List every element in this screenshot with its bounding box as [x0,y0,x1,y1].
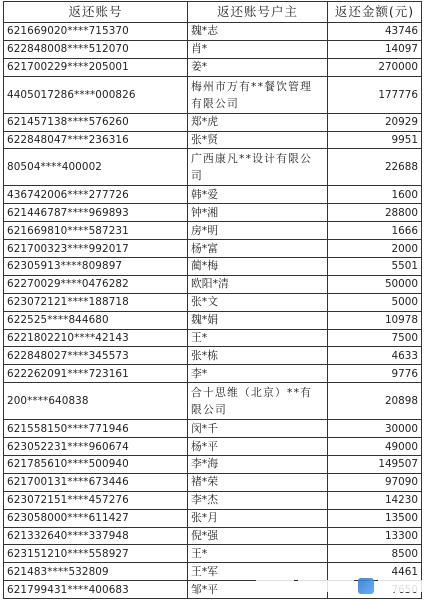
amount-cell: 9951 [328,131,422,149]
holder-cell: 郑*虎 [188,113,328,131]
account-cell: 621669810****587231 [4,222,188,240]
account-cell: 621785610****500940 [4,456,188,474]
amount-cell: 2000 [328,240,422,258]
amount-cell: 1600 [328,186,422,204]
header-amount: 返还金额(元) [328,2,422,23]
amount-cell: 22688 [328,149,422,186]
holder-cell: 姜* [188,58,328,76]
holder-cell: 广西康凡**设计有限公司 [188,149,328,186]
holder-cell: 倪*强 [188,527,328,545]
table-row [4,347,422,365]
amount-cell: 20929 [328,113,422,131]
account-cell: 623151210****558927 [4,545,188,563]
amount-cell: 8500 [328,545,422,563]
holder-cell: 张*贤 [188,131,328,149]
account-cell: 62305913****809897 [4,258,188,276]
account-cell: 623058000****611427 [4,509,188,527]
table-row [4,222,422,240]
holder-cell: 蔺*梅 [188,258,328,276]
holder-cell: 李*海 [188,456,328,474]
account-cell: 621457138****576260 [4,113,188,131]
amount-cell: 5501 [328,258,422,276]
amount-cell: 43746 [328,23,422,41]
watermark-blur [298,580,354,592]
watermark-logo-icon [358,578,374,594]
amount-cell: 149507 [328,456,422,474]
table-row [4,365,422,383]
holder-cell: 欧阳*清 [188,275,328,293]
amount-cell: 49000 [328,438,422,456]
holder-cell: 邹*平 [188,581,328,599]
amount-cell: 270000 [328,58,422,76]
holder-cell: 钟*湘 [188,204,328,222]
watermark [242,576,422,596]
table-row [4,293,422,311]
table-row [4,58,422,76]
table-row [4,311,422,329]
table-row [4,186,422,204]
watermark-blur [378,580,422,592]
refund-table [3,1,422,599]
table-row [4,149,422,186]
account-cell: 621558150****771946 [4,420,188,438]
holder-cell: 房*明 [188,222,328,240]
holder-cell: 合十思维（北京）**有限公司 [188,383,328,420]
header-account: 返还账号 [4,2,188,23]
account-cell: 623072151****457276 [4,491,188,509]
holder-cell: 李* [188,365,328,383]
table-row [4,113,422,131]
table-row [4,491,422,509]
holder-cell: 张*月 [188,509,328,527]
account-cell: 622848008****512070 [4,40,188,58]
account-cell: 6221802210****42143 [4,329,188,347]
amount-cell: 13500 [328,509,422,527]
amount-cell: 7500 [328,329,422,347]
table-row [4,420,422,438]
table-row [4,509,422,527]
holder-cell: 闵*千 [188,420,328,438]
holder-cell: 王* [188,545,328,563]
account-cell: 436742006****277726 [4,186,188,204]
table-row [4,329,422,347]
amount-cell: 14230 [328,491,422,509]
table-body [4,23,422,599]
account-cell: 621483****532809 [4,563,188,581]
table-row [4,275,422,293]
holder-cell: 李*杰 [188,491,328,509]
amount-cell: 13300 [328,527,422,545]
amount-cell: 50000 [328,275,422,293]
amount-cell: 177776 [328,76,422,113]
holder-cell: 杨*富 [188,240,328,258]
amount-cell: 1666 [328,222,422,240]
amount-cell: 9776 [328,365,422,383]
table-row [4,545,422,563]
account-cell: 621700131****673446 [4,473,188,491]
amount-cell: 30000 [328,420,422,438]
amount-cell: 4461 [328,563,422,581]
account-cell: 200****640838 [4,383,188,420]
table-row [4,527,422,545]
account-cell: 622525****844680 [4,311,188,329]
amount-cell: 5000 [328,293,422,311]
holder-cell: 魏*娟 [188,311,328,329]
table-row [4,23,422,41]
holder-cell: 张*栋 [188,347,328,365]
amount-cell: 28800 [328,204,422,222]
account-cell: 621700323****992017 [4,240,188,258]
table-header-row [4,2,422,23]
account-cell: 623052231****960674 [4,438,188,456]
account-cell: 621669020****715370 [4,23,188,41]
holder-cell: 王* [188,329,328,347]
amount-cell: 97090 [328,473,422,491]
table-row [4,240,422,258]
table-row [4,456,422,474]
holder-cell: 魏*志 [188,23,328,41]
account-cell: 621332640****337948 [4,527,188,545]
table-row [4,438,422,456]
holder-cell: 褚*荣 [188,473,328,491]
amount-cell: 4633 [328,347,422,365]
table-row [4,131,422,149]
table-row [4,204,422,222]
account-cell: 623072121****188718 [4,293,188,311]
account-cell: 621799431****400683 [4,581,188,599]
amount-cell: 10978 [328,311,422,329]
account-cell: 621446787****969893 [4,204,188,222]
account-cell: 621700229****205001 [4,58,188,76]
holder-cell: 韩*爱 [188,186,328,204]
header-holder: 返还账号户主 [188,2,328,23]
table-row [4,40,422,58]
amount-cell: 20898 [328,383,422,420]
account-cell: 4405017286****000826 [4,76,188,113]
holder-cell: 张*文 [188,293,328,311]
account-cell: 622848047****236316 [4,131,188,149]
table-row [4,383,422,420]
watermark-blur [256,580,294,592]
account-cell: 622262091****723161 [4,365,188,383]
account-cell: 80504****400002 [4,149,188,186]
table-row [4,258,422,276]
account-cell: 622848027****345573 [4,347,188,365]
holder-cell: 肖* [188,40,328,58]
table-row [4,473,422,491]
amount-cell: 14097 [328,40,422,58]
holder-cell: 杨*平 [188,438,328,456]
holder-cell: 王*军 [188,563,328,581]
table-row [4,76,422,113]
holder-cell: 梅州市万有**餐饮管理有限公司 [188,76,328,113]
account-cell: 62270029****0476282 [4,275,188,293]
